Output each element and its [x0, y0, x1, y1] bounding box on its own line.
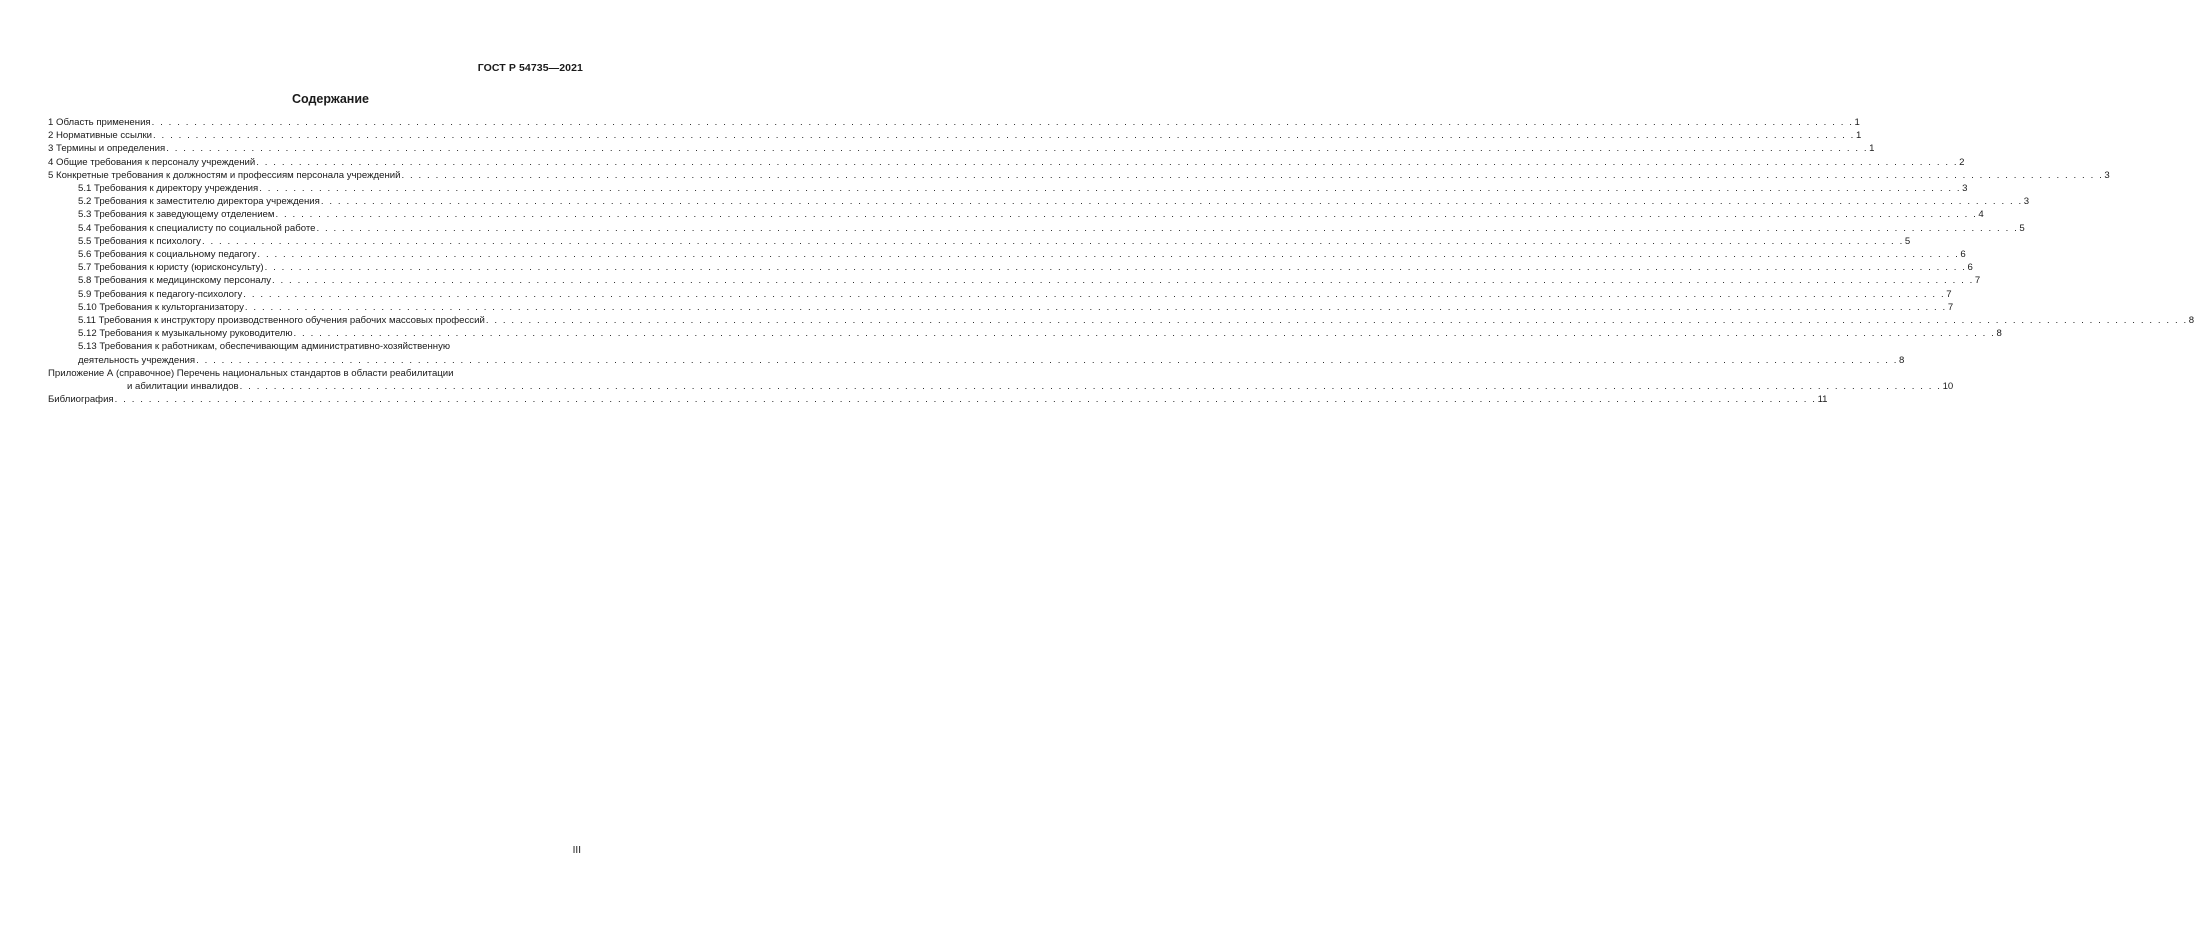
toc-entry-title-continuation: и абилитации инвалидов [127, 381, 239, 393]
toc-entry-page: 3 [2023, 196, 2030, 208]
toc-entry-page: 1 [1869, 143, 1875, 155]
dot-leader: . . . . . . . . . . . . . . . . . . . . . . . . . . . . . . . . . . . . . . . . . . . . . . . . . . . . . . . . . . . . . . . . . . . . . . . . . . . . . . . . . . . . . . . . . . . . . . . . . . . . . . . . . . . . . . . . . . . . . . . . . . . . . . . . . . . . . . . . . . . . . . . . . . . . . . . . . . . . . . . . . . . . . . . . . . . . . . . . . . . . . . . . . . . . . . . . . . . . . . . . [320, 196, 2023, 208]
dot-leader: . . . . . . . . . . . . . . . . . . . . . . . . . . . . . . . . . . . . . . . . . . . . . . . . . . . . . . . . . . . . . . . . . . . . . . . . . . . . . . . . . . . . . . . . . . . . . . . . . . . . . . . . . . . . . . . . . . . . . . . . . . . . . . . . . . . . . . . . . . . . . . . . . . . . . . . . . . . . . . . . . . . . . . . . . . . . . . . . . . . . . . . . . . . . . . . . . . . . . . . . [264, 262, 1967, 274]
dot-leader: . . . . . . . . . . . . . . . . . . . . . . . . . . . . . . . . . . . . . . . . . . . . . . . . . . . . . . . . . . . . . . . . . . . . . . . . . . . . . . . . . . . . . . . . . . . . . . . . . . . . . . . . . . . . . . . . . . . . . . . . . . . . . . . . . . . . . . . . . . . . . . . . . . . . . . . . . . . . . . . . . . . . . . . . . . . . . . . . . . . . . . . . . . . . . . . . . . . . . . . . [196, 354, 1898, 366]
toc-entry-title: 2 Нормативные ссылки [48, 130, 153, 142]
dot-leader: . . . . . . . . . . . . . . . . . . . . . . . . . . . . . . . . . . . . . . . . . . . . . . . . . . . . . . . . . . . . . . . . . . . . . . . . . . . . . . . . . . . . . . . . . . . . . . . . . . . . . . . . . . . . . . . . . . . . . . . . . . . . . . . . . . . . . . . . . . . . . . . . . . . . . . . . . . . . . . . . . . . . . . . . . . . . . . . . . . . . . . . . . . . . . . . . . . . . . . . . [201, 235, 1904, 247]
toc-entry[interactable] [48, 222, 2025, 235]
toc-entry-page: 11 [1817, 394, 1828, 406]
toc-entry-page: 5 [2019, 222, 2025, 234]
toc-entry-page: 1 [1854, 117, 1860, 128]
dot-leader: . . . . . . . . . . . . . . . . . . . . . . . . . . . . . . . . . . . . . . . . . . . . . . . . . . . . . . . . . . . . . . . . . . . . . . . . . . . . . . . . . . . . . . . . . . . . . . . . . . . . . . . . . . . . . . . . . . . . . . . . . . . . . . . . . . . . . . . . . . . . . . . . . . . . . . . . . . . . . . . . . . . . . . . . . . . . . . . . . . . . . . . . . . . . . . . . . . . . . . . . [256, 156, 1959, 168]
toc-title: Содержание [291, 92, 369, 106]
dot-leader: . . . . . . . . . . . . . . . . . . . . . . . . . . . . . . . . . . . . . . . . . . . . . . . . . . . . . . . . . . . . . . . . . . . . . . . . . . . . . . . . . . . . . . . . . . . . . . . . . . . . . . . . . . . . . . . . . . . . . . . . . . . . . . . . . . . . . . . . . . . . . . . . . . . . . . . . . . . . . . . . . . . . . . . . . . . . . . . . . . . . . . . . . . . . . . . . . . . . . . . . [293, 328, 1996, 340]
toc-entry-page: 8 [1899, 354, 1905, 366]
toc-entry[interactable] [48, 261, 1973, 274]
toc-entry[interactable] [48, 195, 2030, 208]
toc-entry-title: 5.4 Требования к специалисту по социальной работе [78, 222, 316, 234]
dot-leader: . . . . . . . . . . . . . . . . . . . . . . . . . . . . . . . . . . . . . . . . . . . . . . . . . . . . . . . . . . . . . . . . . . . . . . . . . . . . . . . . . . . . . . . . . . . . . . . . . . . . . . . . . . . . . . . . . . . . . . . . . . . . . . . . . . . . . . . . . . . . . . . . . . . . . . . . . . . . . . . . . . . . . . . . . . . . . . . . . . . . . . . . . . . . . . . . . . . . . . . . [153, 130, 1855, 142]
toc-entry-title: Библиография [48, 394, 114, 406]
toc-entry[interactable] [48, 169, 2110, 182]
toc-entry[interactable] [48, 156, 1965, 169]
toc-entry-page: 8 [1996, 328, 2002, 340]
toc-entry-page: 3 [1962, 183, 1968, 195]
toc-entry[interactable] [48, 314, 2194, 327]
toc-entry-title: 4 Общие требования к персоналу учреждений [48, 156, 256, 168]
toc-entry-title: 5.1 Требования к директору учреждения [78, 183, 259, 195]
page-number: III [572, 845, 581, 856]
toc-entry-page: 2 [1959, 156, 1965, 168]
dot-leader: . . . . . . . . . . . . . . . . . . . . . . . . . . . . . . . . . . . . . . . . . . . . . . . . . . . . . . . . . . . . . . . . . . . . . . . . . . . . . . . . . . . . . . . . . . . . . . . . . . . . . . . . . . . . . . . . . . . . . . . . . . . . . . . . . . . . . . . . . . . . . . . . . . . . . . . . . . . . . . . . . . . . . . . . . . . . . . . . . . . . . . . . . . . . . . . . . . . . . . . . [257, 249, 1960, 261]
toc-entry-page: 5 [1904, 235, 1911, 247]
standard-code: ГОСТ Р 54735—2021 [477, 62, 583, 74]
toc-entry-title: 5.11 Требования к инструктору производственного обучения рабочих массовых профессий [78, 315, 485, 327]
toc-entry[interactable] [48, 340, 1905, 366]
toc-entry[interactable] [48, 142, 1875, 155]
dot-leader: . . . . . . . . . . . . . . . . . . . . . . . . . . . . . . . . . . . . . . . . . . . . . . . . . . . . . . . . . . . . . . . . . . . . . . . . . . . . . . . . . . . . . . . . . . . . . . . . . . . . . . . . . . . . . . . . . . . . . . . . . . . . . . . . . . . . . . . . . . . . . . . . . . . . . . . . . . . . . . . . . . . . . . . . . . . . . . . . . . . . . . . . . . . . . . . . . . . . . . . . [244, 301, 1947, 313]
dot-leader: . . . . . . . . . . . . . . . . . . . . . . . . . . . . . . . . . . . . . . . . . . . . . . . . . . . . . . . . . . . . . . . . . . . . . . . . . . . . . . . . . . . . . . . . . . . . . . . . . . . . . . . . . . . . . . . . . . . . . . . . . . . . . . . . . . . . . . . . . . . . . . . . . . . . . . . . . . . . . . . . . . . . . . . . . . . . . . . . . . . . . . . . . . . . . . . . . . . . . . . . [259, 183, 1962, 195]
toc-entry-title: 5.3 Требования к заведующему отделением [78, 209, 275, 221]
toc-entry[interactable] [48, 248, 1966, 261]
toc-entry-title: 5.8 Требования к медицинскому персоналу [78, 275, 271, 287]
toc-entry[interactable] [48, 393, 1828, 406]
toc-entry-title: 5.7 Требования к юристу (юрисконсульту) [78, 262, 264, 274]
toc-entry-page: 6 [1960, 249, 1966, 261]
toc-entry-title: 5.12 Требования к музыкальному руководителю [78, 328, 293, 340]
toc-entry-page: 7 [1974, 275, 1981, 287]
dot-leader: . . . . . . . . . . . . . . . . . . . . . . . . . . . . . . . . . . . . . . . . . . . . . . . . . . . . . . . . . . . . . . . . . . . . . . . . . . . . . . . . . . . . . . . . . . . . . . . . . . . . . . . . . . . . . . . . . . . . . . . . . . . . . . . . . . . . . . . . . . . . . . . . . . . . . . . . . . . . . . . . . . . . . . . . . . . . . . . . . . . . . . . . . . . . . . . . . . . . . . . . [114, 394, 1817, 406]
toc-entry[interactable] [48, 301, 1954, 314]
toc-entry-page: 1 [1855, 130, 1862, 142]
toc-entry[interactable] [48, 327, 2002, 340]
toc-entry-title: 5 Конкретные требования к должностям и профессиям персонала учреждений [48, 169, 401, 181]
dot-leader: . . . . . . . . . . . . . . . . . . . . . . . . . . . . . . . . . . . . . . . . . . . . . . . . . . . . . . . . . . . . . . . . . . . . . . . . . . . . . . . . . . . . . . . . . . . . . . . . . . . . . . . . . . . . . . . . . . . . . . . . . . . . . . . . . . . . . . . . . . . . . . . . . . . . . . . . . . . . . . . . . . . . . . . . . . . . . . . . . . . . . . . . . . . . . . . . . . . . . . . . [316, 222, 2019, 234]
dot-leader: . . . . . . . . . . . . . . . . . . . . . . . . . . . . . . . . . . . . . . . . . . . . . . . . . . . . . . . . . . . . . . . . . . . . . . . . . . . . . . . . . . . . . . . . . . . . . . . . . . . . . . . . . . . . . . . . . . . . . . . . . . . . . . . . . . . . . . . . . . . . . . . . . . . . . . . . . . . . . . . . . . . . . . . . . . . . . . . . . . . . . . . . . . . . . . . . . . . . . . . . [275, 209, 1978, 221]
toc-entry-page: 7 [1946, 288, 1952, 300]
toc-entry-title: 5.10 Требования к культорганизатору [78, 301, 244, 313]
toc-entry[interactable] [48, 288, 1952, 301]
toc-entry-page: 10 [1942, 381, 1954, 393]
dot-leader: . . . . . . . . . . . . . . . . . . . . . . . . . . . . . . . . . . . . . . . . . . . . . . . . . . . . . . . . . . . . . . . . . . . . . . . . . . . . . . . . . . . . . . . . . . . . . . . . . . . . . . . . . . . . . . . . . . . . . . . . . . . . . . . . . . . . . . . . . . . . . . . . . . . . . . . . . . . . . . . . . . . . . . . . . . . . . . . . . . . . . . . . . . . . . . . . . . . . . . . . [401, 169, 2104, 181]
table-of-contents [48, 116, 2194, 406]
toc-entry-title-continuation: деятельность учреждения [78, 354, 196, 366]
toc-entry-title: 3 Термины и определения [48, 143, 166, 155]
toc-entry[interactable] [48, 367, 1954, 393]
toc-entry-page: 3 [2104, 169, 2110, 181]
dot-leader: . . . . . . . . . . . . . . . . . . . . . . . . . . . . . . . . . . . . . . . . . . . . . . . . . . . . . . . . . . . . . . . . . . . . . . . . . . . . . . . . . . . . . . . . . . . . . . . . . . . . . . . . . . . . . . . . . . . . . . . . . . . . . . . . . . . . . . . . . . . . . . . . . . . . . . . . . . . . . . . . . . . . . . . . . . . . . . . . . . . . . . . . . . . . . . . . . . . . . . . . [272, 275, 1974, 287]
toc-entry[interactable] [48, 235, 1911, 248]
toc-entry-title: 1 Область применения [48, 117, 151, 128]
dot-leader: . . . . . . . . . . . . . . . . . . . . . . . . . . . . . . . . . . . . . . . . . . . . . . . . . . . . . . . . . . . . . . . . . . . . . . . . . . . . . . . . . . . . . . . . . . . . . . . . . . . . . . . . . . . . . . . . . . . . . . . . . . . . . . . . . . . . . . . . . . . . . . . . . . . . . . . . . . . . . . . . . . . . . . . . . . . . . . . . . . . . . . . . . . . . . . . . . . . . . . . . [239, 381, 1942, 393]
dot-leader: . . . . . . . . . . . . . . . . . . . . . . . . . . . . . . . . . . . . . . . . . . . . . . . . . . . . . . . . . . . . . . . . . . . . . . . . . . . . . . . . . . . . . . . . . . . . . . . . . . . . . . . . . . . . . . . . . . . . . . . . . . . . . . . . . . . . . . . . . . . . . . . . . . . . . . . . . . . . . . . . . . . . . . . . . . . . . . . . . . . . . . . . . . . . . . . . . . . . . . . . [166, 143, 1869, 155]
toc-entry-title: 5.13 Требования к работникам, обеспечивающим административно-хозяйственную [78, 341, 451, 353]
toc-entry-title: 5.9 Требования к педагогу-психологу [78, 288, 243, 300]
toc-entry-title: Приложение А (справочное) Перечень национальных стандартов в области реабилитации [48, 367, 454, 379]
toc-entry-title: 5.5 Требования к психологу [78, 235, 201, 247]
toc-entry-page: 8 [2188, 315, 2194, 327]
toc-entry[interactable] [48, 182, 1968, 195]
toc-entry-page: 4 [1978, 209, 1984, 221]
dot-leader: . . . . . . . . . . . . . . . . . . . . . . . . . . . . . . . . . . . . . . . . . . . . . . . . . . . . . . . . . . . . . . . . . . . . . . . . . . . . . . . . . . . . . . . . . . . . . . . . . . . . . . . . . . . . . . . . . . . . . . . . . . . . . . . . . . . . . . . . . . . . . . . . . . . . . . . . . . . . . . . . . . . . . . . . . . . . . . . . . . . . . . . . . . . . . . . . . . . . . . . . [151, 117, 1854, 128]
toc-entry-page: 7 [1947, 301, 1954, 313]
toc-entry[interactable] [48, 116, 1860, 129]
toc-entry-page: 6 [1967, 262, 1973, 274]
toc-entry[interactable] [48, 129, 1862, 142]
dot-leader: . . . . . . . . . . . . . . . . . . . . . . . . . . . . . . . . . . . . . . . . . . . . . . . . . . . . . . . . . . . . . . . . . . . . . . . . . . . . . . . . . . . . . . . . . . . . . . . . . . . . . . . . . . . . . . . . . . . . . . . . . . . . . . . . . . . . . . . . . . . . . . . . . . . . . . . . . . . . . . . . . . . . . . . . . . . . . . . . . . . . . . . . . . . . . . . . . . . . . . . . [243, 288, 1946, 300]
toc-entry-title: 5.6 Требования к социальному педагогу [78, 249, 257, 261]
toc-entry-title: 5.2 Требования к заместителю директора учреждения [78, 196, 320, 208]
toc-entry[interactable] [48, 208, 1984, 221]
dot-leader: . . . . . . . . . . . . . . . . . . . . . . . . . . . . . . . . . . . . . . . . . . . . . . . . . . . . . . . . . . . . . . . . . . . . . . . . . . . . . . . . . . . . . . . . . . . . . . . . . . . . . . . . . . . . . . . . . . . . . . . . . . . . . . . . . . . . . . . . . . . . . . . . . . . . . . . . . . . . . . . . . . . . . . . . . . . . . . . . . . . . . . . . . . . . . . . . . . . . . . . . [485, 315, 2188, 327]
toc-entry[interactable] [48, 274, 1981, 287]
